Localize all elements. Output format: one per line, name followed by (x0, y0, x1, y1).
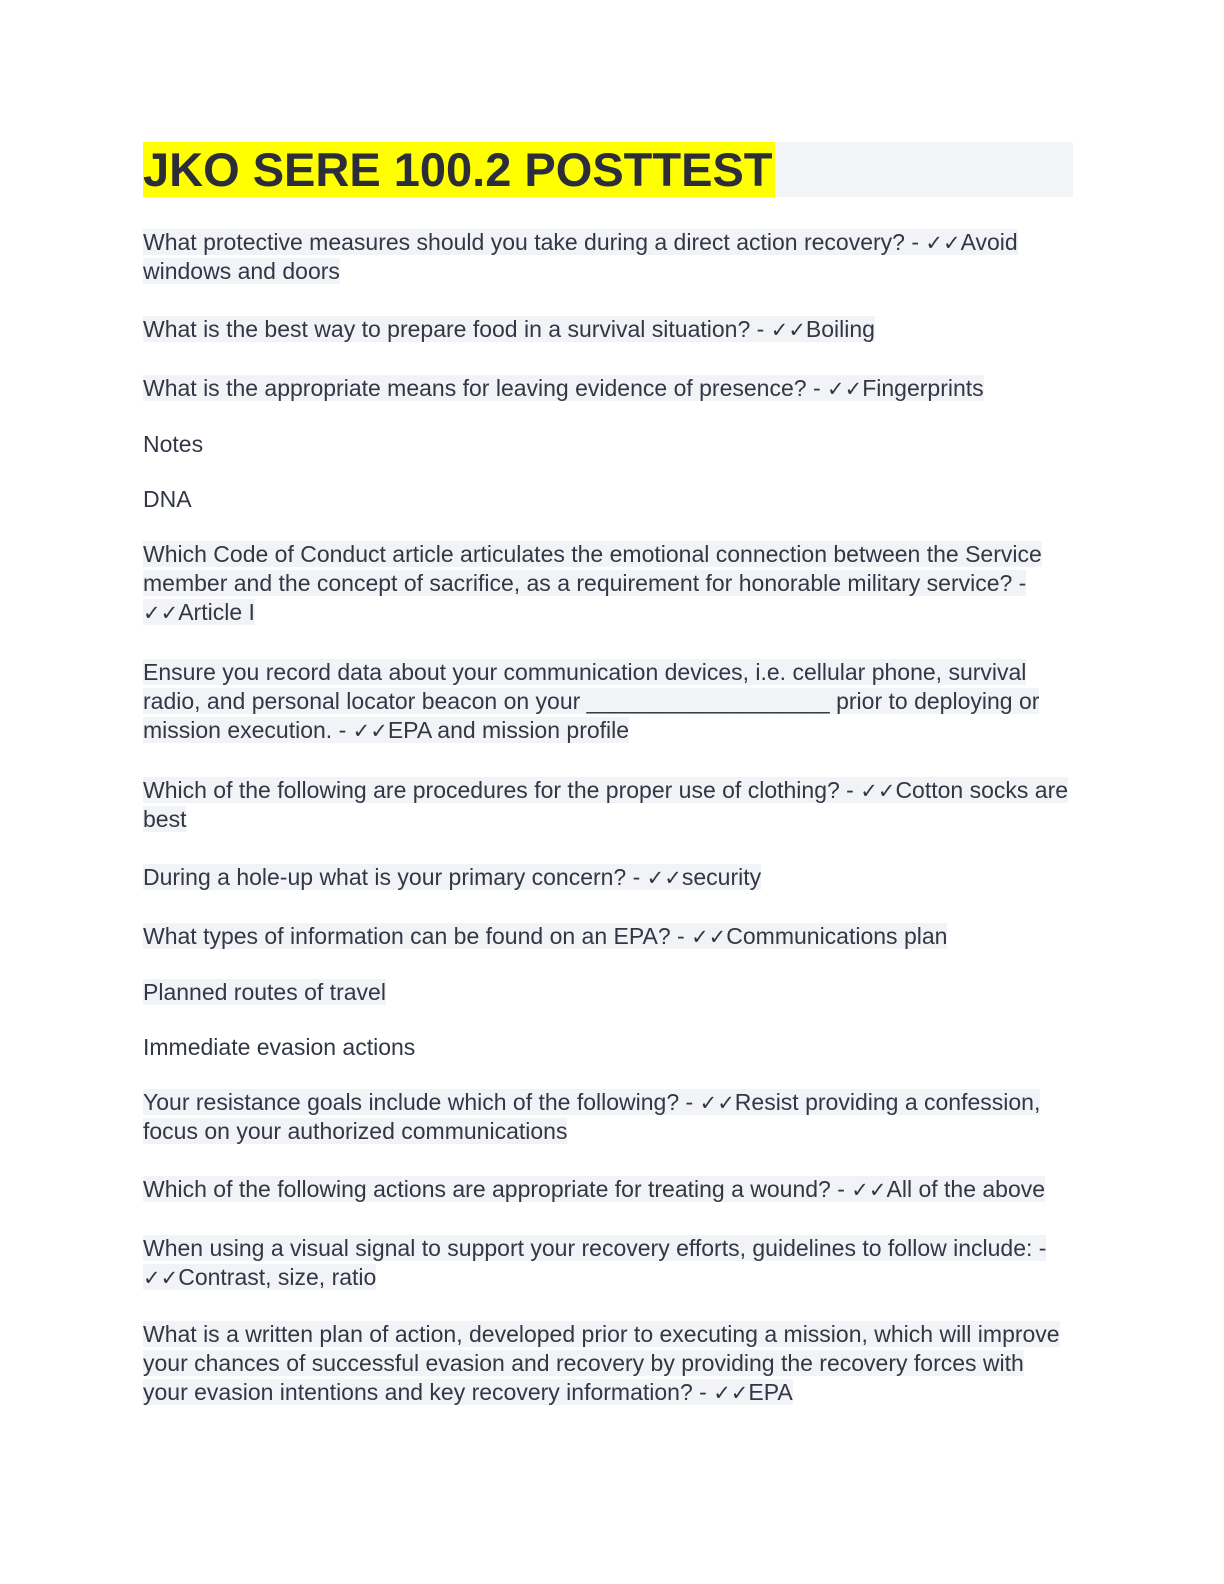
question-text: What is the appropriate means for leaving evidence of presence? - (143, 375, 827, 401)
question-text: Which of the following actions are appropriate for treating a wound? - (143, 1176, 852, 1202)
document-page (143, 142, 1073, 1405)
question-text: During a hole-up what is your primary concern? - (143, 864, 647, 890)
check-marks-icon: ✓✓ (691, 925, 727, 949)
question-text: Which Code of Conduct article articulates the emotional connection between the Service member and the concept of sacrifice, as a requirement for honorable military service? - (143, 541, 1042, 596)
answer-text: Article I (178, 599, 255, 625)
qa-item (143, 374, 1073, 403)
qa-item (143, 922, 1073, 951)
qa-item (143, 228, 1073, 285)
check-marks-icon: ✓✓ (143, 601, 179, 625)
answer-text: Cotton socks are best (143, 777, 1069, 832)
check-marks-icon: ✓✓ (827, 377, 863, 401)
qa-item (143, 658, 1073, 746)
qa-item (143, 315, 1073, 344)
qa-item (143, 863, 1073, 892)
check-marks-icon: ✓✓ (851, 1178, 887, 1202)
answer-continuation: Notes (143, 431, 204, 457)
check-marks-icon: ✓✓ (713, 1381, 749, 1405)
answer-text: Contrast, size, ratio (178, 1264, 377, 1290)
qa-list (143, 228, 1073, 1438)
check-marks-icon: ✓✓ (143, 1266, 179, 1290)
question-text: When using a visual signal to support your recovery efforts, guidelines to follow include: - (143, 1235, 1047, 1261)
check-marks-icon: ✓✓ (699, 1091, 735, 1115)
page-title: JKO SERE 100.2 POSTTEST (143, 143, 773, 196)
question-text: Your resistance goals include which of the following? - (143, 1089, 700, 1115)
qa-item (143, 1320, 1073, 1408)
answer-continuation: Planned routes of travel (143, 979, 386, 1005)
question-text: What is a written plan of action, developed prior to executing a mission, which will improve your chances of successful evasion and recovery by providing the recovery forces with your evasion intentions and key recovery information? - (143, 1321, 1060, 1405)
qa-item (143, 1234, 1073, 1293)
question-text: What types of information can be found on an EPA? - (143, 923, 692, 949)
qa-item (143, 776, 1073, 833)
question-text: Ensure you record data about your communication devices, i.e. cellular phone, survival radio, and personal locator beacon on your ___________________ prior to deploying or mission execution. - (143, 659, 1040, 743)
answer-text: All of the above (886, 1176, 1046, 1202)
question-text: What protective measures should you take during a direct action recovery? - (143, 229, 926, 255)
answer-text: EPA and mission profile (387, 717, 630, 743)
answer-text: Fingerprints (862, 375, 984, 401)
answer-text: Avoid windows and doors (143, 229, 1018, 284)
answer-text: Communications plan (726, 923, 948, 949)
qa-item (143, 1175, 1073, 1204)
qa-item (143, 540, 1073, 628)
check-marks-icon: ✓✓ (860, 779, 896, 803)
answer-text: Boiling (805, 316, 875, 342)
answer-text: EPA (748, 1379, 793, 1405)
check-marks-icon: ✓✓ (925, 231, 961, 255)
answer-continuation: Immediate evasion actions (143, 1034, 416, 1060)
check-marks-icon: ✓✓ (646, 866, 682, 890)
question-text: What is the best way to prepare food in a survival situation? - (143, 316, 771, 342)
check-marks-icon: ✓✓ (770, 318, 806, 342)
answer-text: security (681, 864, 762, 890)
answer-text: Resist providing a confession, focus on your authorized communications (143, 1089, 1041, 1144)
question-text: Which of the following are procedures for the proper use of clothing? - (143, 777, 861, 803)
check-marks-icon: ✓✓ (352, 719, 388, 743)
title-band (143, 142, 1073, 197)
qa-item (143, 1088, 1073, 1145)
answer-continuation: DNA (143, 486, 192, 512)
